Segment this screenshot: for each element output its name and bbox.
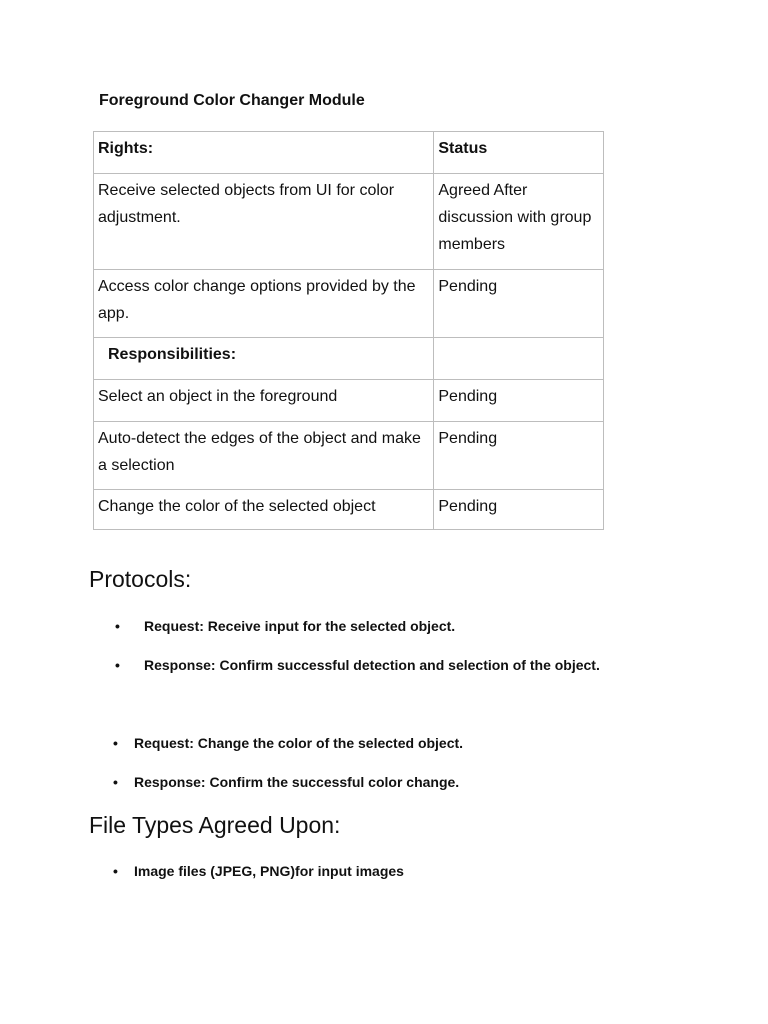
table-row: [94, 174, 604, 270]
status-cell: Pending: [434, 270, 604, 338]
header-rights: Rights:: [94, 132, 434, 174]
table-row: [94, 490, 604, 530]
list-item-text: Request: Change the color of the selected object.: [134, 735, 464, 751]
bullet-icon: •: [115, 657, 120, 673]
list-item-text: Request: Receive input for the selected object.: [144, 618, 456, 634]
list-item-text: Image files (JPEG, PNG)for input images: [134, 863, 404, 879]
bullet-icon: •: [113, 735, 118, 751]
protocols-heading: Protocols:: [89, 566, 192, 592]
file-types-heading: File Types Agreed Upon:: [89, 812, 341, 838]
module-title: Foreground Color Changer Module: [99, 92, 365, 109]
table-row: [94, 270, 604, 338]
list-item-text: Response: Confirm successful detection and selection of the object.: [144, 657, 600, 673]
bullet-icon: •: [115, 618, 120, 634]
responsibility-cell: Change the color of the selected object: [94, 490, 434, 530]
header-status: Status: [434, 132, 604, 174]
status-cell: Pending: [434, 422, 604, 490]
bullet-icon: •: [113, 774, 118, 790]
status-cell: [434, 338, 604, 380]
responsibilities-section-row: [94, 338, 604, 380]
rights-cell: Access color change options provided by the app.: [94, 270, 434, 338]
table-header-row: [94, 132, 604, 174]
status-cell: Pending: [434, 490, 604, 530]
status-cell: Pending: [434, 380, 604, 422]
status-cell: Agreed After discussion with group members: [434, 174, 604, 270]
list-item-text: Response: Confirm the successful color change.: [134, 774, 460, 790]
responsibilities-label: Responsibilities:: [94, 338, 434, 380]
table-row: [94, 422, 604, 490]
bullet-icon: •: [113, 863, 118, 879]
rights-cell: Receive selected objects from UI for color adjustment.: [94, 174, 434, 270]
responsibility-cell: Auto-detect the edges of the object and make a selection: [94, 422, 434, 490]
table-row: [94, 380, 604, 422]
rights-responsibilities-table: [93, 131, 604, 530]
responsibility-cell: Select an object in the foreground: [94, 380, 434, 422]
